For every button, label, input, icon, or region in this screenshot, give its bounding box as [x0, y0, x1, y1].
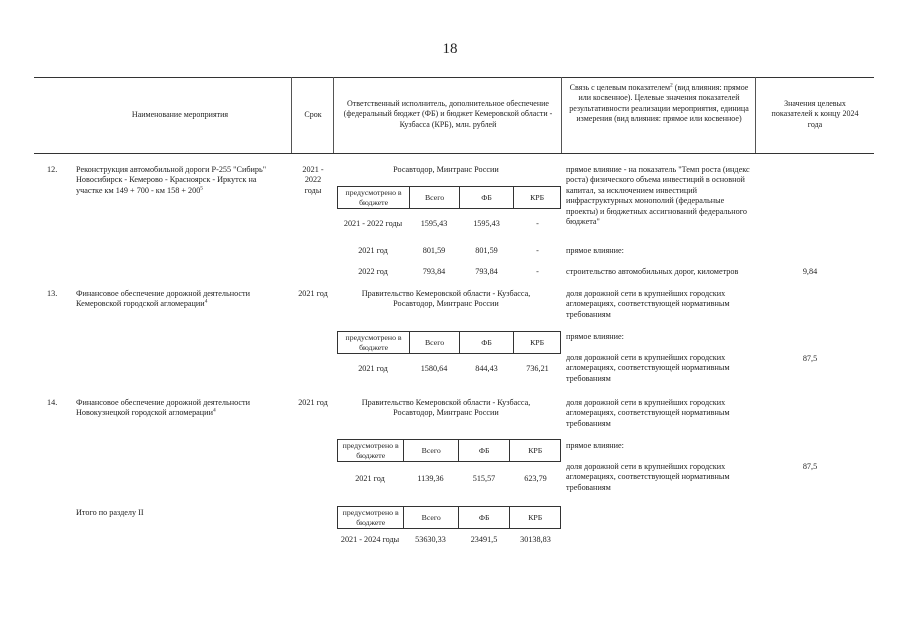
row-name-text: Реконструкция автомобильной дороги Р-255 "Сибирь" Новосибирск - Кемерово - Красноярск - Иркутск на участке км 149 + 700 - км 158 + 200	[76, 165, 267, 195]
budget-fb: 844,43	[475, 364, 498, 373]
row-term: 2021 - 2022 годы	[302, 165, 324, 195]
total-fb: 23491,5	[470, 535, 498, 544]
subhead-planned: предусмотрено в бюджете	[338, 507, 404, 529]
subhead-fb: ФБ	[459, 507, 510, 529]
budget-fb: 515,57	[472, 474, 496, 483]
subhead-krb: КРБ	[510, 507, 561, 529]
subhead-total: Всего	[410, 332, 460, 354]
row-value: 9,84	[802, 267, 818, 276]
row-number: 12.	[47, 165, 58, 174]
row-name-sup: 5	[200, 185, 204, 192]
budget-fb: 1595,43	[473, 219, 500, 228]
row-term: 2021 год	[298, 289, 328, 298]
row-number: 14.	[47, 398, 58, 407]
row-value: 87,5	[802, 354, 818, 363]
budget-subheader	[337, 186, 561, 209]
row-link-b: прямое влияние:	[566, 441, 624, 450]
header-executor: Ответственный исполнитель, дополнительное обеспечение (федеральный бюджет (ФБ) и бюджет Кемеровской области - Кузбасса (КРБ), млн. рублей	[343, 99, 553, 129]
budget-krb: 736,21	[526, 364, 549, 373]
budget-krb: -	[536, 246, 539, 255]
budget-krb: -	[536, 219, 539, 228]
budget-fb: 793,84	[475, 267, 498, 276]
row-term: 2021 год	[298, 398, 328, 407]
subhead-planned: предусмотрено в бюджете	[338, 332, 410, 354]
budget-period: 2021 год	[358, 246, 388, 255]
total-sum: 53630,33	[415, 535, 446, 544]
subhead-krb: КРБ	[514, 187, 561, 209]
header-divider	[291, 77, 292, 153]
header-link-line1: Связь с целевым показателем	[569, 83, 671, 92]
budget-subheader	[337, 331, 561, 354]
row-name-text: Финансовое обеспечение дорожной деятельности Новокузнецкой городской агломерации	[76, 398, 250, 418]
row-name-sup: 4	[212, 407, 216, 414]
header-values: Значения целевых показателей к концу 2024 года	[771, 99, 859, 129]
row-link-a: доля дорожной сети в крупнейших городских агломерациях, соответствующей нормативным требованиям	[566, 398, 730, 428]
header-term: Срок	[304, 110, 322, 119]
row-name-text: Финансовое обеспечение дорожной деятельности Кемеровской городской агломерации	[76, 289, 250, 309]
header-divider	[755, 77, 756, 153]
budget-total: 1139,36	[417, 474, 444, 483]
row-name	[76, 398, 286, 419]
header-bottom-rule	[34, 153, 874, 154]
subhead-total: Всего	[404, 440, 459, 462]
budget-period: 2021 год	[358, 364, 388, 373]
header-link	[566, 83, 752, 125]
header-divider	[561, 77, 562, 153]
row-link-a: прямое влияние - на показатель "Темп роста (индекс роста) физического объема инвестиций в основной капитал, за исключением инвестиций инфраструктурных монополий (федеральные проекты) и бюджетных ассигнований федерального бюджета"	[566, 165, 750, 227]
subhead-planned: предусмотрено в бюджете	[338, 440, 404, 462]
header-top-rule	[34, 77, 874, 78]
header-link-rest: (вид влияния: прямое или косвенное). Целевые значения показателей результативности реализации мероприятия, единица измерения (вид влияния: прямое или косвенное)	[569, 83, 749, 124]
subhead-total: Всего	[410, 187, 460, 209]
row-name	[76, 289, 286, 310]
budget-period: 2021 год	[355, 474, 385, 483]
row-name	[76, 165, 284, 196]
subhead-fb: ФБ	[459, 440, 510, 462]
header-divider	[333, 77, 334, 153]
budget-fb: 801,59	[475, 246, 498, 255]
subhead-krb: КРБ	[510, 440, 561, 462]
header-name: Наименование мероприятия	[131, 110, 229, 119]
subhead-krb: КРБ	[514, 332, 561, 354]
subhead-total: Всего	[404, 507, 459, 529]
budget-total: 801,59	[422, 246, 446, 255]
budget-krb: 623,79	[524, 474, 547, 483]
row-value: 87,5	[802, 462, 818, 471]
row-number: 13.	[47, 289, 58, 298]
budget-subheader	[337, 439, 561, 462]
budget-total: 793,84	[422, 267, 446, 276]
row-executor: Правительство Кемеровской области - Кузбасса, Росавтодор, Минтранс России	[361, 398, 531, 418]
subhead-fb: ФБ	[459, 187, 513, 209]
subhead-planned: предусмотрено в бюджете	[338, 187, 410, 209]
budget-period: 2022 год	[358, 267, 388, 276]
budget-subheader	[337, 506, 561, 529]
budget-krb: -	[536, 267, 539, 276]
total-label: Итого по разделу II	[76, 508, 144, 517]
row-executor: Правительство Кемеровской области - Кузбасса, Росавтодор, Минтранс России	[361, 289, 531, 309]
row-link-c: строительство автомобильных дорог, километров	[566, 267, 739, 276]
row-name-sup: 4	[204, 298, 208, 305]
header-link-sup: 2	[670, 82, 673, 89]
budget-period: 2021 - 2022 годы	[343, 219, 403, 228]
budget-total: 1595,43	[420, 219, 448, 228]
total-period: 2021 - 2024 годы	[340, 535, 400, 544]
row-link-b: прямое влияние:	[566, 246, 624, 255]
subhead-fb: ФБ	[459, 332, 513, 354]
total-krb: 30138,83	[520, 535, 551, 544]
row-link-b: прямое влияние:	[566, 332, 624, 341]
budget-total: 1580,64	[420, 364, 448, 373]
page-number: 18	[442, 41, 458, 57]
row-link-c: доля дорожной сети в крупнейших городских агломерациях, соответствующей нормативным требованиям	[566, 462, 730, 492]
row-link-a: доля дорожной сети в крупнейших городских агломерациях, соответствующей нормативным требованиям	[566, 289, 730, 319]
row-executor: Росавтодор, Минтранс России	[393, 165, 499, 174]
row-link-c: доля дорожной сети в крупнейших городских агломерациях, соответствующей нормативным требованиям	[566, 353, 730, 383]
